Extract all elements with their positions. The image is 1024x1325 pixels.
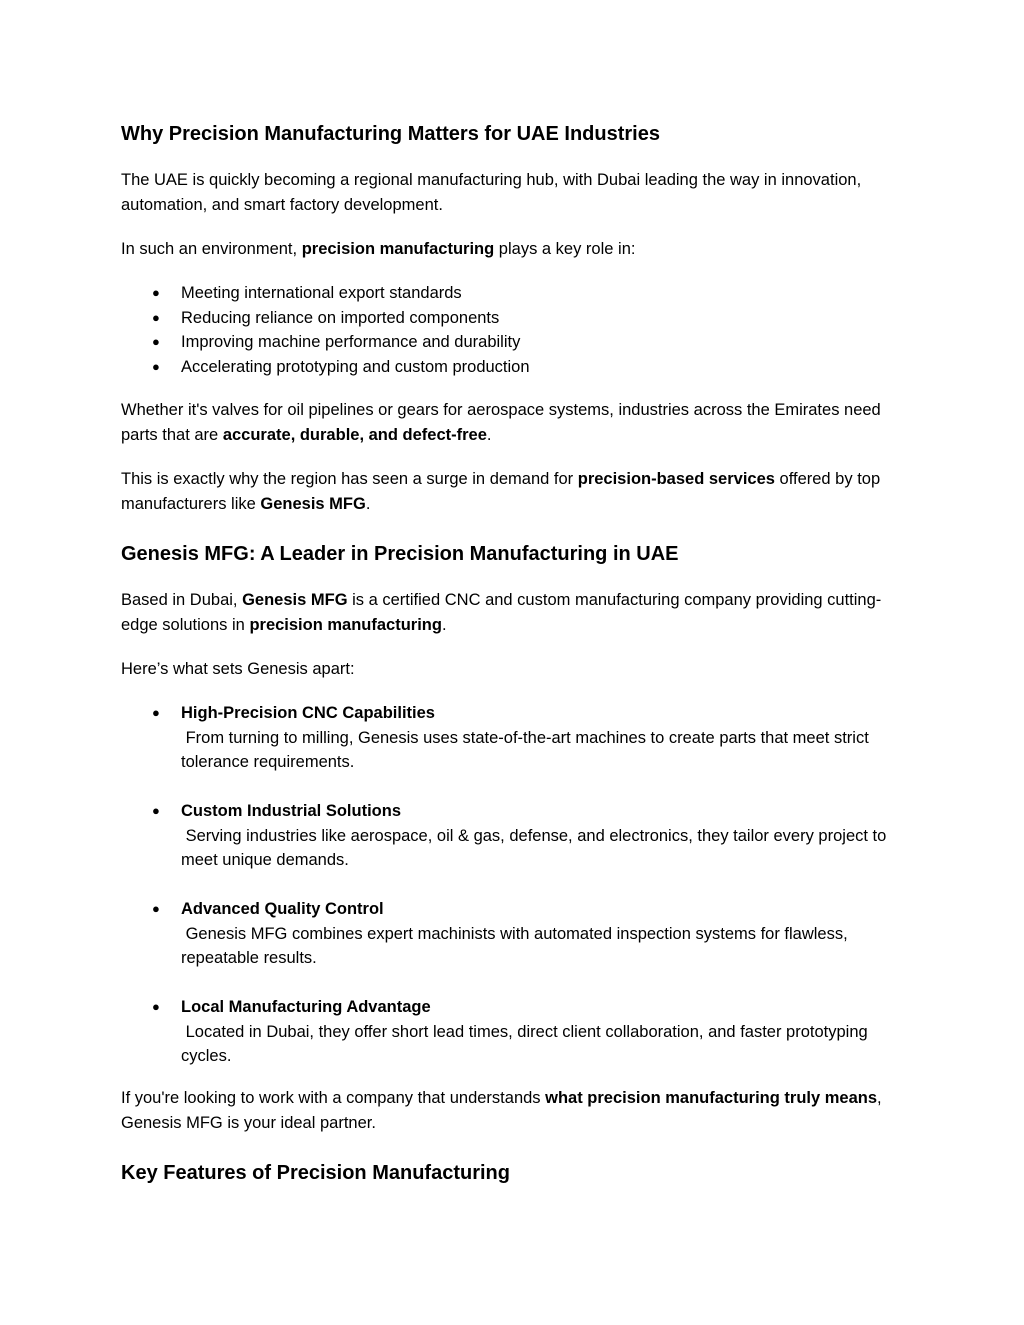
paragraph-surge-demand: This is exactly why the region has seen a surge in demand for precision-based services offered by top manufacturers like Genesis MFG. — [121, 470, 881, 513]
bullet-icon: ● — [152, 309, 160, 325]
feature-description: Serving industries like aerospace, oil & gas, defense, and electronics, they tailor every project to meet unique demands. — [181, 826, 891, 869]
paragraph-based-in-dubai: Based in Dubai, Genesis MFG is a certified CNC and custom manufacturing company providing cutting-edge solutions in precision manufacturing. — [121, 591, 882, 634]
paragraph-uae-hub: The UAE is quickly becoming a regional manufacturing hub, with Dubai leading the way in innovation, automation, and smart factory development. — [121, 171, 862, 214]
section-heading-key-features: Key Features of Precision Manufacturing — [121, 1162, 510, 1184]
bullet-icon: ● — [152, 705, 160, 720]
list-item — [121, 799, 921, 873]
feature-title: High-Precision CNC Capabilities — [181, 704, 435, 722]
list-item: ● Accelerating prototyping and custom production — [121, 355, 921, 380]
list-item: ● Reducing reliance on imported components — [121, 306, 921, 331]
paragraph-key-role: In such an environment, precision manufacturing plays a key role in: — [121, 240, 636, 258]
paragraph-valves-gears: Whether it's valves for oil pipelines or gears for aerospace systems, industries across the Emirates need parts that are accurate, durable, and defect-free. — [121, 401, 881, 444]
feature-description: From turning to milling, Genesis uses state-of-the-art machines to create parts that meet strict tolerance requirements. — [181, 728, 874, 771]
bullet-icon: ● — [152, 999, 160, 1014]
bullet-list-features — [121, 701, 921, 1069]
bullet-icon: ● — [152, 334, 160, 349]
bullet-list-roles — [121, 281, 921, 379]
paragraph-sets-apart: Here’s what sets Genesis apart: — [121, 660, 355, 678]
list-item — [121, 701, 921, 775]
feature-title: Custom Industrial Solutions — [181, 802, 402, 820]
bullet-icon: ● — [152, 803, 160, 818]
list-item — [121, 897, 921, 971]
paragraph-ideal-partner: If you're looking to work with a company that understands what precision manufacturing truly means, Genesis MFG is your ideal partner. — [121, 1089, 882, 1132]
bullet-icon: ● — [152, 358, 160, 374]
bullet-icon: ● — [152, 285, 160, 300]
feature-description: Located in Dubai, they offer short lead times, direct client collaboration, and faster prototyping cycles. — [181, 1022, 873, 1065]
list-item — [121, 995, 921, 1069]
list-item: ● Meeting international export standards — [121, 281, 921, 306]
section-heading-genesis-leader: Genesis MFG: A Leader in Precision Manufacturing in UAE — [121, 543, 679, 565]
feature-title: Local Manufacturing Advantage — [181, 998, 431, 1016]
bullet-icon: ● — [152, 901, 160, 916]
feature-description: Genesis MFG combines expert machinists with automated inspection systems for flawless, repeatable results. — [181, 924, 853, 967]
section-heading-why-precision: Why Precision Manufacturing Matters for UAE Industries — [121, 123, 660, 145]
list-item: ● Improving machine performance and durability — [121, 330, 921, 355]
feature-title: Advanced Quality Control — [181, 900, 384, 918]
